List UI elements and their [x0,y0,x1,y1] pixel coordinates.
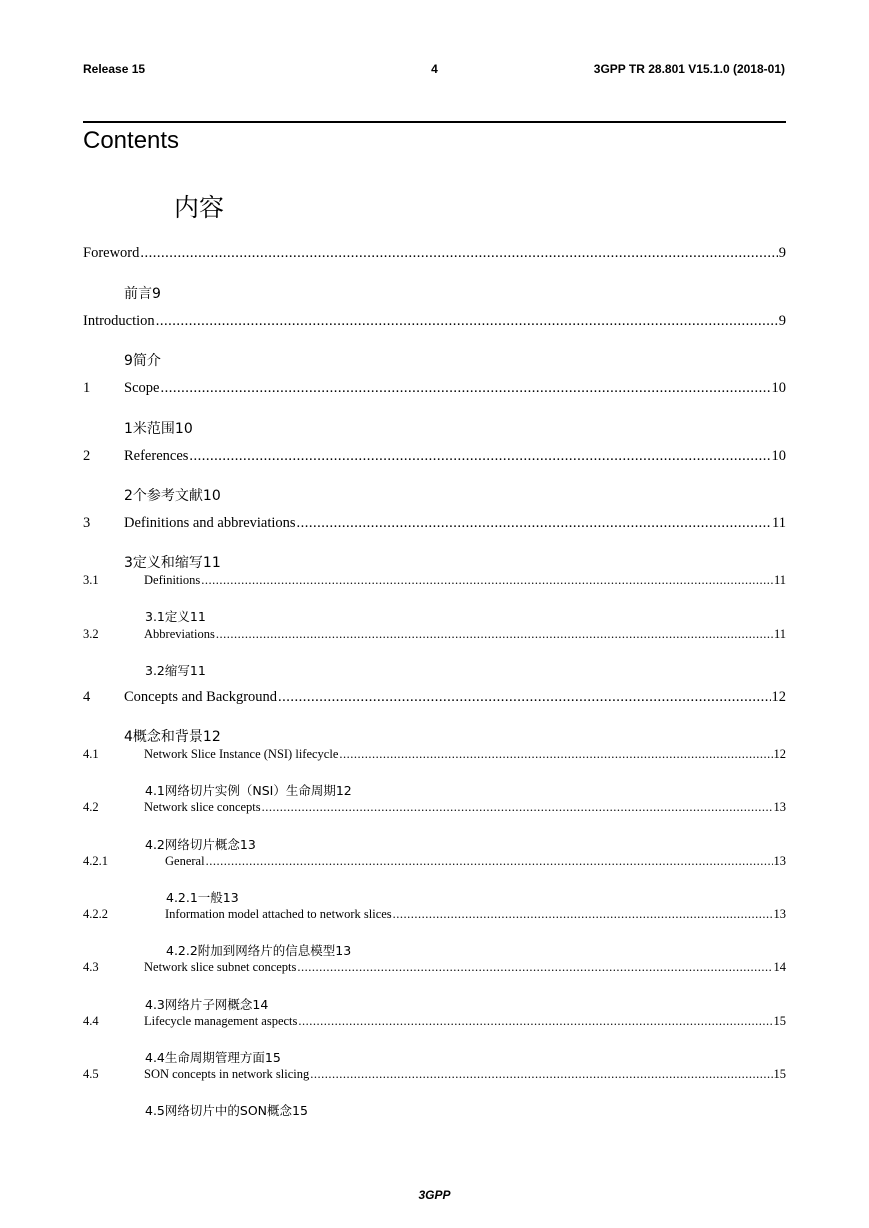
toc-entry[interactable] [83,380,786,398]
toc-translation: 3.1定义11 [145,609,206,624]
toc-leader [201,573,773,588]
toc-entry[interactable] [83,627,786,645]
toc-number: 4.4 [83,1014,99,1028]
toc-leader [160,380,770,397]
toc-page: 10 [771,448,786,464]
toc-translation: 9简介 [124,353,161,369]
header-page-number: 4 [431,62,438,76]
toc-title: Abbreviations [144,627,215,641]
toc-number: 3 [83,515,91,531]
toc-page: 11 [772,515,786,531]
toc-number: 4 [83,689,91,705]
toc-leader [297,960,772,975]
toc-entry[interactable] [83,515,786,533]
toc-translation: 3.2缩写11 [145,663,206,678]
toc-page: 13 [773,854,786,868]
toc-leader [278,689,770,706]
toc-page: 13 [773,800,786,814]
toc-leader [156,313,778,330]
toc-entry[interactable] [83,313,786,331]
toc-page: 12 [773,747,786,761]
toc-title: Introduction [83,313,155,329]
toc-number: 4.3 [83,960,99,974]
toc-entry[interactable] [83,245,786,263]
toc-leader [140,245,777,262]
toc-leader [216,627,773,642]
toc-entry[interactable] [83,907,786,925]
toc-leader [339,747,772,762]
toc-title: Foreword [83,245,140,261]
header-rule [83,121,786,123]
toc-title: Scope [124,380,160,396]
toc-number: 4.2.1 [83,854,108,868]
toc-title: Definitions and abbreviations [124,515,296,531]
toc-translation: 4.1网络切片实例（NSI）生命周期12 [145,783,352,798]
toc-number: 4.5 [83,1067,99,1081]
toc-page: 11 [773,627,786,641]
toc-title: Network Slice Instance (NSI) lifecycle [144,747,339,761]
toc-translation: 2个参考文献10 [124,488,221,504]
toc-translation: 4.2.2附加到网络片的信息模型13 [166,943,352,958]
toc-translation: 4.2.1一般13 [166,890,239,905]
toc-translation: 4.3网络片子网概念14 [145,997,269,1012]
toc-translation: 前言9 [124,286,161,302]
toc-entry[interactable] [83,854,786,872]
toc-leader [310,1067,772,1082]
toc-number: 3.2 [83,627,99,641]
toc-page: 15 [773,1014,786,1028]
toc-translation: 4.5网络切片中的SON概念15 [145,1103,308,1118]
toc-leader [262,800,773,815]
toc-number: 4.2 [83,800,99,814]
toc-entry[interactable] [83,1014,786,1032]
toc-title: Network slice subnet concepts [144,960,297,974]
toc-number: 2 [83,448,91,464]
toc-translation: 1米范围10 [124,421,193,437]
toc-entry[interactable] [83,1067,786,1085]
toc-title: Definitions [144,573,201,587]
toc-page: 9 [778,313,786,329]
toc-title: General [165,854,205,868]
toc-title: SON concepts in network slicing [144,1067,310,1081]
toc-entry[interactable] [83,689,786,707]
toc-translation: 4.2网络切片概念13 [145,837,256,852]
toc-leader [189,448,770,465]
toc-page: 11 [773,573,786,587]
toc-page: 15 [773,1067,786,1081]
toc-leader [206,854,773,869]
toc-translation: 4概念和背景12 [124,729,221,745]
toc-translation: 4.4生命周期管理方面15 [145,1050,281,1065]
toc-page: 9 [778,245,786,261]
toc-entry[interactable] [83,448,786,466]
page-title: Contents [83,127,180,154]
footer-brand: 3GPP [418,1188,451,1202]
toc-title: Network slice concepts [144,800,261,814]
toc-title: References [124,448,189,464]
toc-number: 3.1 [83,573,99,587]
toc-number: 4.1 [83,747,99,761]
toc-leader [297,515,771,532]
header-spec-id: 3GPP TR 28.801 V15.1.0 (2018-01) [593,62,785,76]
toc-entry[interactable] [83,960,786,978]
toc-title: Lifecycle management aspects [144,1014,298,1028]
toc-title: Information model attached to network slices [165,907,392,921]
toc-page: 10 [771,380,786,396]
toc-number: 1 [83,380,91,396]
toc-leader [298,1014,772,1029]
toc-entry[interactable] [83,800,786,818]
toc-leader [393,907,773,922]
toc-number: 4.2.2 [83,907,108,921]
toc-page: 14 [773,960,786,974]
toc-entry[interactable] [83,573,786,591]
toc-entry[interactable] [83,747,786,765]
page-title-translation: 内容 [174,193,225,222]
toc-translation: 3定义和缩写11 [124,555,221,571]
toc-page: 13 [773,907,786,921]
toc-page: 12 [771,689,786,705]
header-release: Release 15 [83,62,146,76]
toc-title: Concepts and Background [124,689,278,705]
